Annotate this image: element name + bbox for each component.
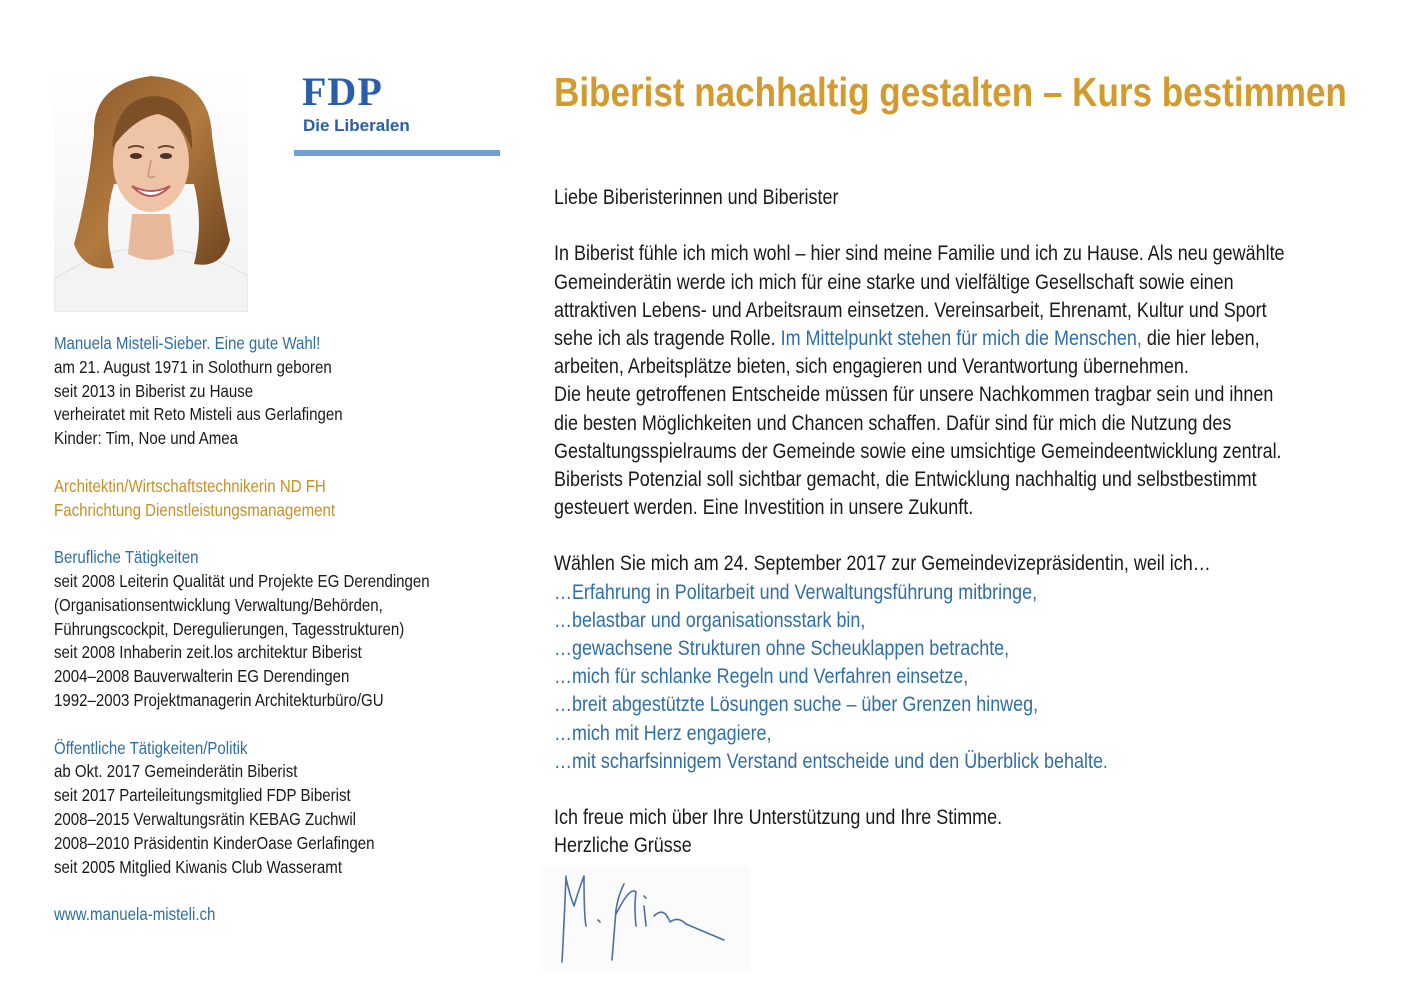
bio-personal-item: Kinder: Tim, Noe und Amea (54, 428, 239, 449)
bio-career-item: (Organisationsentwicklung Verwaltung/Behörden, (54, 594, 383, 615)
letter-reason: …mit scharfsinnigem Verstand entscheide und den Überblick behalte. (554, 749, 1108, 773)
letter-line: Gestaltungsspielraums der Gemeinde sowie eine umsichtige Gemeindeentwicklung zentral. (554, 439, 1282, 463)
fdp-logo-bar (294, 150, 500, 156)
bio-public-item: 2008–2010 Präsidentin KinderOase Gerlafingen (54, 832, 375, 853)
bio-career-item: Führungscockpit, Deregulierungen, Tagesstrukturen) (54, 618, 405, 639)
handwritten-signature (540, 866, 750, 970)
bio-career-item: 2004–2008 Bauverwalterin EG Derendingen (54, 666, 350, 687)
bio-profession-item: Architektin/Wirtschaftstechnikerin ND FH (54, 475, 326, 496)
letter-line (554, 325, 1374, 353)
letter-closing: Ich freue mich über Ihre Unterstützung und Ihre Stimme. (554, 806, 1003, 830)
letter-line: In Biberist fühle ich mich wohl – hier sind meine Familie und ich zu Hause. Als neu gewählte (554, 242, 1285, 266)
bio-intro: Manuela Misteli-Sieber. Eine gute Wahl! (54, 333, 321, 353)
letter-line: Biberists Potenzial soll sichtbar gemacht, die Entwicklung nachhaltig und selbstbestimmt (554, 467, 1257, 491)
letter-line-end: die hier leben, (1141, 326, 1260, 350)
fdp-logo-wordmark: FDP (302, 69, 383, 114)
letter-election: Wählen Sie mich am 24. September 2017 zur Gemeindevizepräsidentin, weil ich… (554, 552, 1211, 576)
letter-line: Die heute getroffenen Entscheide müssen für unsere Nachkommen tragbar sein und ihnen (554, 383, 1274, 407)
biography (54, 332, 494, 927)
letter (554, 184, 1374, 861)
bio-career-heading: Berufliche Tätigkeiten (54, 547, 199, 568)
letter-greeting: Liebe Biberisterinnen und Biberister (554, 186, 839, 209)
bio-public-heading: Öffentliche Tätigkeiten/Politik (54, 737, 248, 758)
bio-profession-item: Fachrichtung Dienstleistungsmanagement (54, 499, 336, 520)
letter-reason: …Erfahrung in Politarbeit und Verwaltungsführung mitbringe, (554, 580, 1038, 604)
bio-public-item: seit 2005 Mitglied Kiwanis Club Wasseramt (54, 856, 343, 877)
bio-personal-item: seit 2013 in Biberist zu Hause (54, 380, 254, 401)
website-link[interactable]: www.manuela-misteli.ch (54, 904, 216, 925)
bio-personal-item: am 21. August 1971 in Solothurn geboren (54, 356, 332, 377)
bio-career-item: seit 2008 Leiterin Qualität und Projekte EG Derendingen (54, 570, 430, 591)
letter-line: arbeiten, Arbeitsplätze bieten, sich engagieren und Verantwortung übernehmen. (554, 355, 1189, 379)
bio-career-item: 1992–2003 Projektmanagerin Architekturbüro/GU (54, 689, 384, 710)
fdp-logo-subtitle: Die Liberalen (303, 116, 410, 135)
headline: Biberist nachhaltig gestalten – Kurs bestimmen (554, 69, 1347, 115)
letter-line-start: sehe ich als tragende Rolle. (554, 326, 781, 350)
bio-personal-item: verheiratet mit Reto Misteli aus Gerlafingen (54, 404, 343, 425)
letter-reason: …mich für schlanke Regeln und Verfahren einsetze, (554, 665, 969, 689)
letter-reason: …breit abgestützte Lösungen suche – über Grenzen hinweg, (554, 693, 1039, 717)
letter-line: gesteuert werden. Eine Investition in unsere Zukunft. (554, 496, 974, 520)
letter-line: Gemeinderätin werde ich mich für eine starke und vielfältige Gesellschaft sowie einen (554, 270, 1234, 294)
bio-public-item: ab Okt. 2017 Gemeinderätin Biberist (54, 761, 298, 782)
letter-reason: …gewachsene Strukturen ohne Scheuklappen betrachte, (554, 637, 1010, 660)
bio-career-item: seit 2008 Inhaberin zeit.los architektur Biberist (54, 642, 362, 663)
letter-line: die besten Möglichkeiten und Chancen schaffen. Dafür sind für mich die Nutzung des (554, 411, 1232, 435)
letter-highlight: Im Mittelpunkt stehen für mich die Menschen, (780, 326, 1142, 350)
letter-regards: Herzliche Grüsse (554, 834, 692, 858)
letter-line: attraktiven Lebens- und Arbeitsraum einsetzen. Vereinsarbeit, Ehrenamt, Kultur und Sport (554, 298, 1267, 322)
letter-reason: …mich mit Herz engagiere, (554, 721, 772, 745)
fdp-logo (294, 69, 500, 158)
portrait-photo (54, 64, 248, 312)
bio-public-item: 2008–2015 Verwaltungsrätin KEBAG Zuchwil (54, 808, 357, 829)
letter-reason: …belastbar und organisationsstark bin, (554, 608, 866, 632)
bio-public-item: seit 2017 Parteileitungsmitglied FDP Biberist (54, 785, 351, 806)
